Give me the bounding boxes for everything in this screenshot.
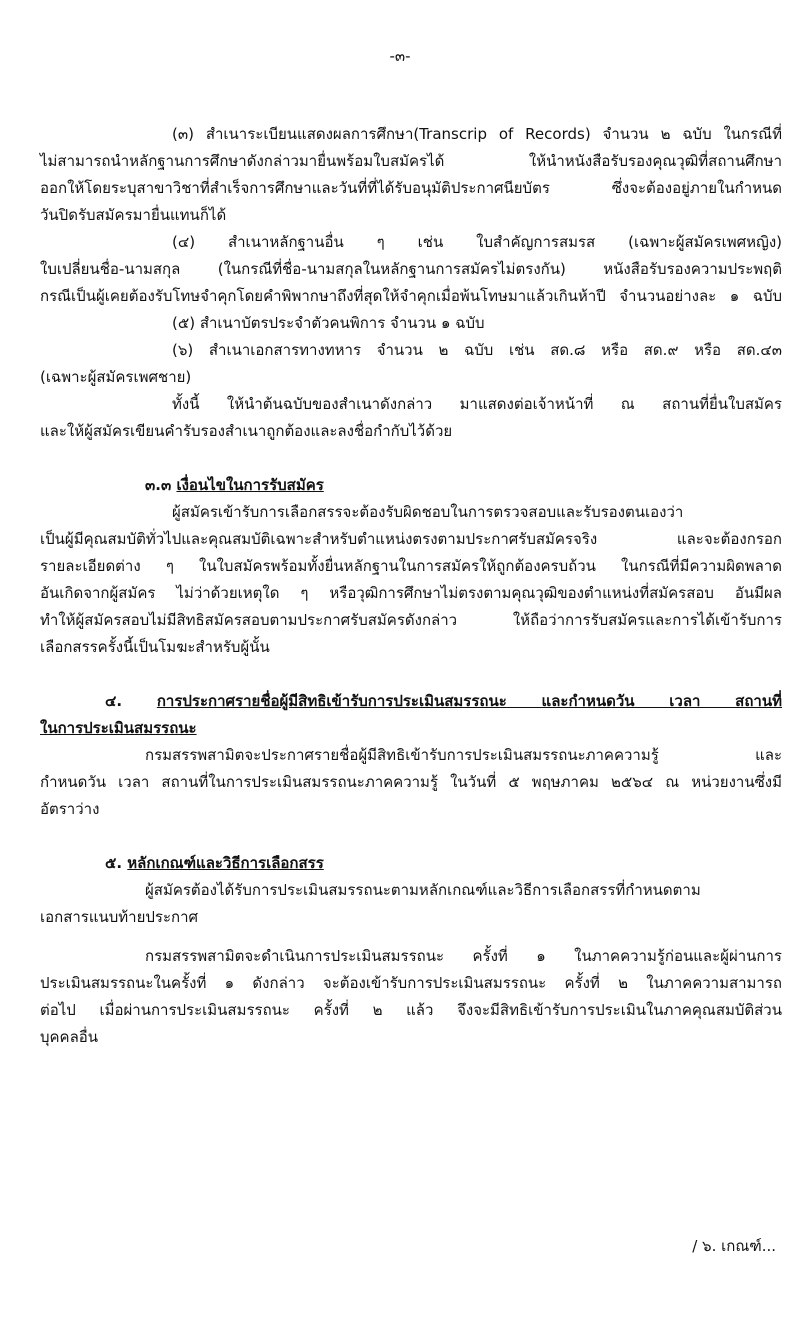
section-3-3-line4: อันเกิดจากผู้สมัคร ไม่ว่าด้วยเหตุใด ๆ หรือวุฒิการศึกษาไม่ตรงตามคุณวุฒิของตำแหน่งที่สมัครสอบ อันมีผล bbox=[40, 584, 782, 602]
note-line1: ทั้งนี้ ให้นำต้นฉบับของสำเนาดังกล่าว มาแสดงต่อเจ้าหน้าที่ ณ สถานที่ยื่นใบสมัคร bbox=[172, 395, 782, 413]
section-4-heading-line1 bbox=[105, 691, 782, 711]
section-5-p2-line1: กรมสรรพสามิตจะดำเนินการประเมินสมรรถนะ ครั้งที่ ๑ ในภาคความรู้ก่อนและผู้ผ่านการ bbox=[145, 947, 782, 965]
section-4-line2: กำหนดวัน เวลา สถานที่ในการประเมินสมรรถนะภาคความรู้ ในวันที่ ๕ พฤษภาคม ๒๕๖๔ ณ หน่วยงานซึ่งมี bbox=[40, 773, 782, 791]
section-5-p2-line4: บุคคลอื่น bbox=[40, 1028, 99, 1046]
item3-line2: ไม่สามารถนำหลักฐานการศึกษาดังกล่าวมายื่นพร้อมใบสมัครได้ ให้นำหนังสือรับรองคุณวุฒิที่สถานศึกษา bbox=[40, 152, 782, 170]
section-3-3-line6: เลือกสรรครั้งนี้เป็นโมฆะสำหรับผู้นั้น bbox=[40, 638, 270, 656]
section-5-number: ๕. bbox=[105, 854, 123, 872]
section-4-heading-line2: ในการประเมินสมรรถนะ bbox=[40, 719, 197, 737]
section-3-3-title: เงื่อนไขในการรับสมัคร bbox=[176, 476, 324, 494]
item4-line1: (๔) สำเนาหลักฐานอื่น ๆ เช่น ใบสำคัญการสมรส (เฉพาะผู้สมัครเพศหญิง) bbox=[172, 233, 782, 251]
item6-line1: (๖) สำเนาเอกสารทางทหาร จำนวน ๒ ฉบับ เช่น สด.๘ หรือ สด.๙ หรือ สด.๔๓ bbox=[172, 341, 782, 359]
section-4-number: ๔. bbox=[105, 692, 123, 710]
section-3-3-line5: ทำให้ผู้สมัครสอบไม่มีสิทธิสมัครสอบตามประกาศรับสมัครดังกล่าว ให้ถือว่าการรับสมัครและการได้เข้ารับการ bbox=[40, 611, 782, 629]
note-line2: และให้ผู้สมัครเขียนคำรับรองสำเนาถูกต้องและลงชื่อกำกับไว้ด้วย bbox=[40, 422, 453, 440]
section-5-heading bbox=[105, 853, 324, 873]
section-5-p2-line3: ต่อไป เมื่อผ่านการประเมินสมรรถนะ ครั้งที่ ๒ แล้ว จึงจะมีสิทธิเข้ารับการประเมินในภาคคุณสมบัติส่วน bbox=[40, 1001, 782, 1019]
section-3-3-line1: ผู้สมัครเข้ารับการเลือกสรรจะต้องรับผิดชอบในการตรวจสอบและรับรองตนเองว่า bbox=[172, 503, 684, 521]
section-5-p1-line2: เอกสารแนบท้ายประกาศ bbox=[40, 908, 199, 926]
section-5-p2-line2: ประเมินสมรรถนะในครั้งที่ ๑ ดังกล่าว จะต้องเข้ารับการประเมินสมรรถนะ ครั้งที่ ๒ ในภาคความสามารถ bbox=[40, 974, 782, 992]
item3-line1: (๓) สำเนาระเบียนแสดงผลการศึกษา(Transcrip of Records) จำนวน ๒ ฉบับ ในกรณีที่ bbox=[172, 125, 782, 143]
item4-line3: กรณีเป็นผู้เคยต้องรับโทษจำคุกโดยคำพิพากษาถึงที่สุดให้จำคุกเมื่อพ้นโทษมาแล้วเกินห้าปี จำนวนอย่างละ ๑ ฉบับ bbox=[40, 287, 782, 305]
item3-line4: วันปิดรับสมัครมายื่นแทนก็ได้ bbox=[40, 206, 227, 224]
page-number: -๓- bbox=[389, 47, 411, 65]
section-3-3-line3: รายละเอียดต่าง ๆ ในใบสมัครพร้อมทั้งยื่นหลักฐานในการสมัครให้ถูกต้องครบถ้วน ในกรณีที่มีความผิดพลาด bbox=[40, 557, 782, 575]
section-5-p1-line1: ผู้สมัครต้องได้รับการประเมินสมรรถนะตามหลักเกณฑ์และวิธีการเลือกสรรที่กำหนดตาม bbox=[145, 881, 701, 899]
section-3-3-heading bbox=[145, 475, 324, 495]
section-3-3-line2: เป็นผู้มีคุณสมบัติทั่วไปและคุณสมบัติเฉพาะสำหรับตำแหน่งตรงตามประกาศรับสมัครจริง และจะต้องกรอก bbox=[40, 530, 782, 548]
item3-line3: ออกให้โดยระบุสาขาวิชาที่สำเร็จการศึกษาและวันที่ที่ได้รับอนุมัติประกาศนียบัตร ซึ่งจะต้องอยู่ภายในกำหนด bbox=[40, 179, 782, 197]
item5-line1: (๕) สำเนาบัตรประจำตัวคนพิการ จำนวน ๑ ฉบับ bbox=[172, 314, 485, 332]
next-page-indicator: / ๖. เกณฑ์... bbox=[692, 1237, 776, 1255]
item4-line2: ใบเปลี่ยนชื่อ-นามสกุล (ในกรณีที่ชื่อ-นามสกุลในหลักฐานการสมัครไม่ตรงกัน) หนังสือรับรองความประพฤติ bbox=[40, 260, 782, 278]
section-5-title: หลักเกณฑ์และวิธีการเลือกสรร bbox=[127, 854, 324, 872]
section-4-line3: อัตราว่าง bbox=[40, 800, 100, 818]
section-4-title-line1: การประกาศรายชื่อผู้มีสิทธิเข้ารับการประเมินสมรรถนะ และกำหนดวัน เวลา สถานที่ bbox=[156, 692, 782, 710]
item6-line2: (เฉพาะผู้สมัครเพศชาย) bbox=[40, 368, 192, 386]
section-4-line1: กรมสรรพสามิตจะประกาศรายชื่อผู้มีสิทธิเข้ารับการประเมินสมรรถนะภาคความรู้ และ bbox=[145, 746, 782, 764]
section-3-3-number: ๓.๓ bbox=[145, 476, 172, 494]
